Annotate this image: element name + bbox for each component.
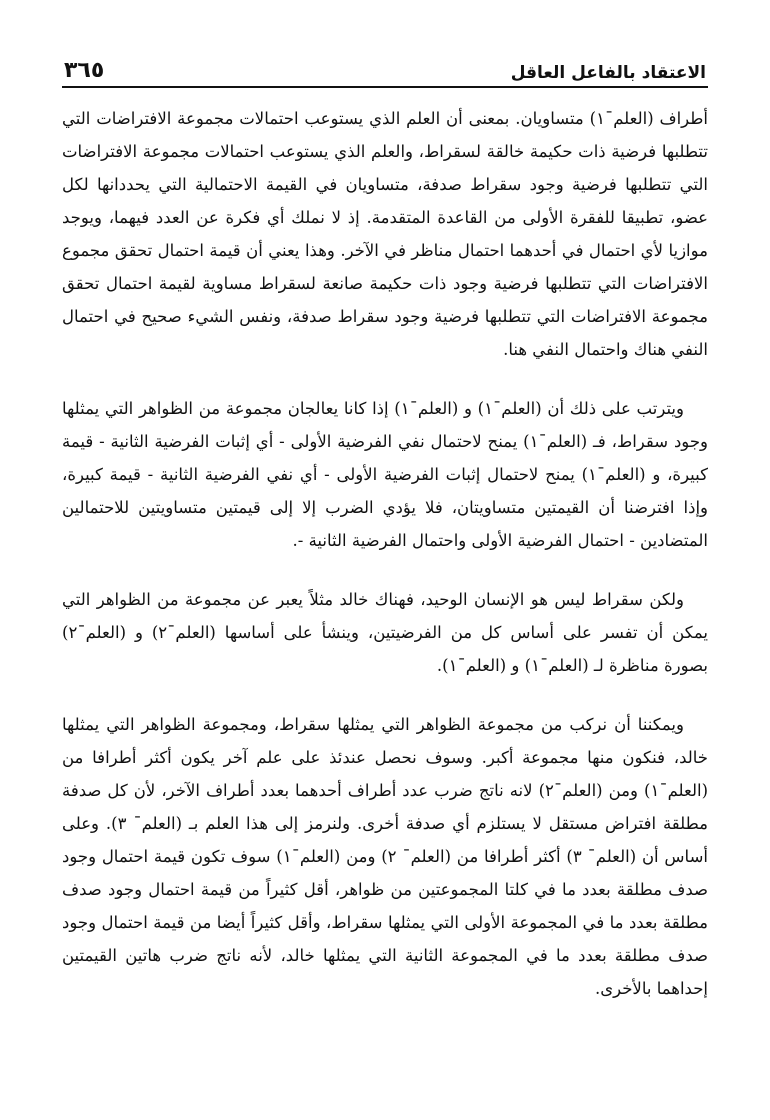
page-number: ٣٦٥ bbox=[64, 58, 105, 83]
paragraph-3: ولكن سقراط ليس هو الإنسان الوحيد، فهناك خالد مثلاً يعبر عن مجموعة من الظواهر التي يمكن أن تفسر على أساس كل من الفرضيتين، وينشأ على أساسها (العلم¯٢) و (العلم¯٢) بصورة مناظرة لـ (العلم¯١) و (العلم¯١). bbox=[62, 590, 708, 675]
header-title: الاعتقاد بالفاعل العاقل bbox=[510, 63, 706, 83]
paragraph-1: أطراف (العلم¯١) متساويان. بمعنى أن العلم الذي يستوعب احتمالات مجموعة الافتراضات التي تتطلبها فرضية ذات حكيمة خالقة لسقراط، والعلم الذي يستوعب احتمالات مجموعة الافتراضات التي تتطلبها فرضية وجود سقراط صدفة، متساويان في القيمة الاحتمالية التي يحددانها لكل عضو، تطبيقا للفقرة الأولى من القاعدة المتقدمة. إذ لا نملك أي فكرة عن العدد فيهما، ويوجد موازيا لأي احتمال في أحدهما احتمال مناظر في الآخر. وهذا يعني أن قيمة احتمال تحقق مجموع الافتراضات التي تتطلبها فرضية وجود ذات حكيمة صانعة لسقراط مساوية لقيمة احتمال تحقق مجموعة الافتراضات التي تتطلبها فرضية وجود سقراط صدفة، ونفس الشيء صحيح في احتمال النفي هناك واحتمال النفي هنا. bbox=[62, 109, 709, 359]
paragraph-2: ويترتب على ذلك أن (العلم¯١) و (العلم¯١) إذا كانا يعالجان مجموعة من الظواهر التي يمثلها وجود سقراط، فـ (العلم¯١) يمنح لاحتمال نفي الفرضية الأولى - أي إثبات الفرضية الثانية - قيمة كبيرة، و (العلم¯١) يمنح لاحتمال إثبات الفرضية الأولى - أي نفي الفرضية الثانية - قيمة كبيرة، وإذا افترضنا أن القيمتين متساويتان، فلا يؤدي الضرب إلا إلى قيمتين متساويتين للاحتمالين المتضادين - احتمال الفرضية الأولى واحتمال الفرضية الثانية -. bbox=[62, 399, 708, 550]
body-text bbox=[62, 102, 708, 1005]
book-page bbox=[62, 52, 708, 1092]
running-header bbox=[62, 52, 708, 88]
paragraph-4: ويمكننا أن نركب من مجموعة الظواهر التي يمثلها سقراط، ومجموعة الظواهر التي يمثلها خالد، فنكون منها مجموعة أكبر. وسوف نحصل عندئذ على علم آخر يكون أكثر أطرافا من (العلم¯١) ومن (العلم¯٢) لانه ناتج ضرب عدد أطراف أحدهما بعدد أطراف الآخر، لأن كل صدفة مطلقة افتراض مستقل لا يستلزم أي صدفة أخرى. ولنرمز إلى هذا العلم بـ (العلم¯ ٣). وعلى أساس أن (العلم¯ ٣) أكثر أطرافا من (العلم¯ ٢) ومن (العلم¯١) سوف تكون قيمة احتمال وجود صدف مطلقة بعدد ما في كلتا المجموعتين من ظواهر، أقل كثيراً من قيمة احتمال وجود صدف مطلقة بعدد ما في المجموعة الأولى التي يمثلها سقراط، وأقل كثيراً أيضا من قيمة احتمال وجود صدف مطلقة بعدد ما في المجموعة الثانية التي يمثلها خالد، لأنه ناتج ضرب هاتين القيمتين إحداهما بالأخرى. bbox=[62, 715, 709, 998]
